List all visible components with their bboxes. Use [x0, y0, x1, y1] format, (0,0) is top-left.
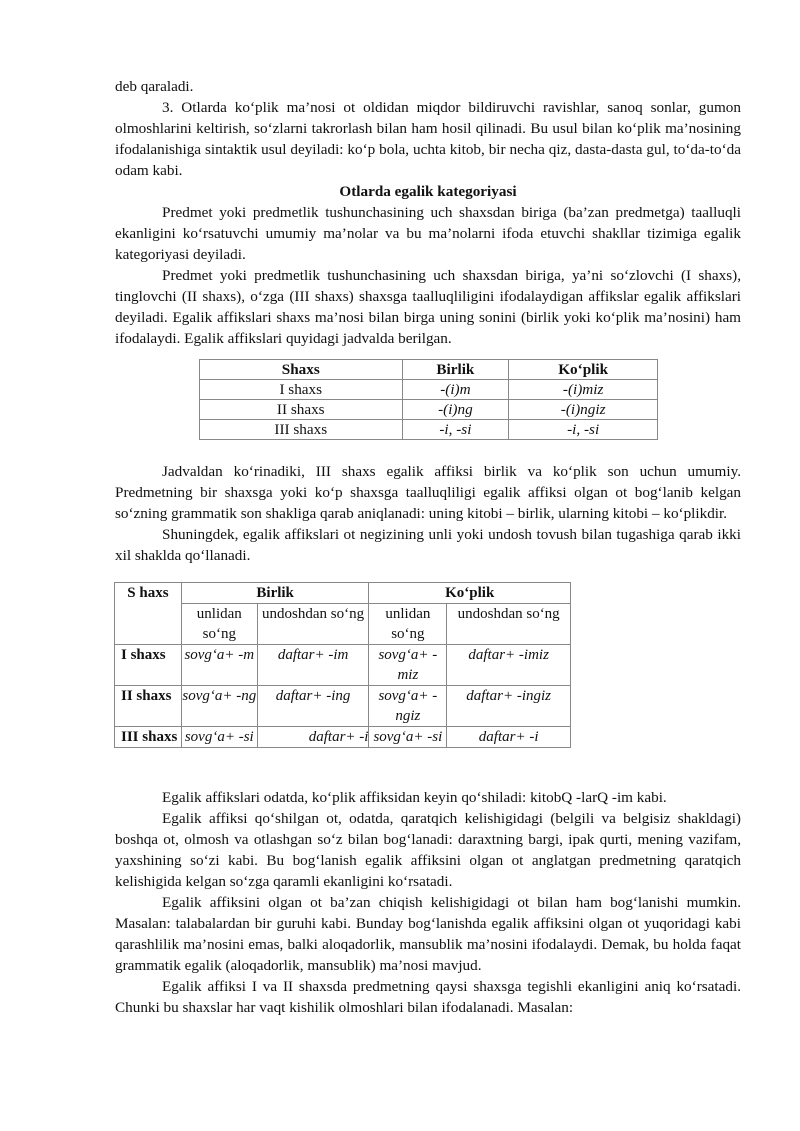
header-koplik: Ko‘plik [369, 583, 571, 604]
header-birlik: Birlik [402, 360, 509, 380]
header-shaxs: Shaxs [200, 360, 403, 380]
table-subheader-row [115, 604, 571, 645]
table-cell: sovg‘a+ -ngiz [369, 686, 447, 727]
subheader-cell: unlidan so‘ng [181, 604, 257, 645]
table-cell: -(i)miz [509, 380, 658, 400]
egalik-form-table [114, 582, 571, 748]
table-cell: sovg‘a+ -miz [369, 645, 447, 686]
table-row [115, 645, 571, 686]
text-block-top [115, 76, 741, 349]
table-cell: II shaxs [200, 400, 403, 420]
table-row [200, 420, 658, 440]
table-cell: -(i)m [402, 380, 509, 400]
paragraph-6: Egalik affikslari odatda, ko‘plik affiksidan keyin qo‘shiladi: kitobQ -larQ -im kabi. [162, 789, 667, 806]
table-cell: I shaxs [200, 380, 403, 400]
table-cell: -i, -si [509, 420, 658, 440]
table-cell: daftar+ -i [257, 727, 369, 748]
table-cell: sovg‘a+ -si [369, 727, 447, 748]
paragraph-2: Predmet yoki predmetlik tushunchasining uch shaxsdan biriga (ba’zan predmetga) taalluqli ekanligini ko‘rsatuvchi umumiy ma’nolar va bu ma’nolarni ifoda etuvchi shakllar tizimiga egalik kategoriyasi deyiladi. [115, 204, 741, 263]
header-shaxs: S haxs [115, 583, 182, 645]
paragraph-9: Egalik affiksi I va II shaxsda predmetning qaysi shaxsga tegishli ekanligini aniq ko‘rsatadi. Chunki bu shaxslar har vaqt kishilik olmoshlari bilan ifodalanadi. Masalan: [115, 978, 741, 1016]
table-cell: sovg‘a+ -m [181, 645, 257, 686]
table-row [115, 686, 571, 727]
section-heading: Otlarda egalik kategoriyasi [339, 183, 517, 200]
paragraph-5: Shuningdek, egalik affikslari ot negizining unli yoki undosh tovush bilan tugashiga qarab ikki xil shaklda qo‘llanadi. [115, 526, 741, 564]
table-cell: daftar+ -imiz [447, 645, 571, 686]
table-header-row [115, 583, 571, 604]
table-row [115, 727, 571, 748]
table-cell: daftar+ -i [447, 727, 571, 748]
egalik-affix-table [199, 359, 658, 440]
row-label: III shaxs [115, 727, 182, 748]
table-cell: -(i)ng [402, 400, 509, 420]
table-cell: -(i)ngiz [509, 400, 658, 420]
text-block-middle [115, 461, 741, 566]
table-cell: -i, -si [402, 420, 509, 440]
paragraph-4: Jadvaldan ko‘rinadiki, III shaxs egalik affiksi birlik va ko‘plik son uchun umumiy. Predmetning bir shaxsga yoki ko‘p shaxsga taalluqliligi egalik affiksi olgan ot bog‘lanib kelgan so‘zning grammatik son shakliga qarab aniqlanadi: uning kitobi – birlik, ularning kitobi – ko‘plikdir. [115, 463, 741, 522]
paragraph-8: Egalik affiksini olgan ot ba’zan chiqish kelishigidagi ot bilan ham bog‘lanishi mumkin. Masalan: talabalardan bir guruhi kabi. Bunday bog‘lanishda egalik affiksini olgan ot yuqoridagi kabi qarashlilik ma’nosini emas, balki aloqadorlik, mansublik ma’nosini ifodalaydi. Demak, bu holda faqat grammatik egalik (aloqadorlik, mansublik) ma’nosi mavjud. [115, 894, 741, 974]
table-cell: daftar+ -im [257, 645, 369, 686]
paragraph-3: Predmet yoki predmetlik tushunchasining uch shaxsdan biriga, ya’ni so‘zlovchi (I shaxs), tinglovchi (II shaxs), o‘zga (III shaxs) shaxsga taalluqliligini ifodalaydigan affikslar egalik affikslari deyiladi. Egalik affikslari shaxs ma’nosi bilan birga uning sonini (birlik yoki ko‘plik ma’nosini) ham ifodalaydi. Egalik affikslari quyidagi jadvalda berilgan. [115, 267, 741, 347]
subheader-cell: undoshdan so‘ng [257, 604, 369, 645]
table-cell: sovg‘a+ -ng [181, 686, 257, 727]
paragraph-0: deb qaraladi. [115, 78, 194, 95]
paragraph-1: 3. Otlarda ko‘plik ma’nosi ot oldidan miqdor bildiruvchi ravishlar, sanoq sonlar, gumon olmoshlarini keltirish, so‘zlarni takrorlash bilan ham hosil qilinadi. Bu usul bilan ko‘plik ma’nosining ifodalanishiga sintaktik usul deyiladi: ko‘p bola, uchta kitob, bir necha qiz, dasta-dasta gul, to‘da-to‘da odam kabi. [115, 99, 741, 179]
table-row [200, 400, 658, 420]
table-cell: III shaxs [200, 420, 403, 440]
text-block-bottom [115, 787, 741, 1018]
header-koplik: Ko‘plik [509, 360, 658, 380]
subheader-cell: unlidan so‘ng [369, 604, 447, 645]
row-label: II shaxs [115, 686, 182, 727]
table-cell: sovg‘a+ -si [181, 727, 257, 748]
table-header-row [200, 360, 658, 380]
subheader-cell: undoshdan so‘ng [447, 604, 571, 645]
header-birlik: Birlik [181, 583, 369, 604]
table-cell: daftar+ -ing [257, 686, 369, 727]
table-row [200, 380, 658, 400]
paragraph-7: Egalik affiksi qo‘shilgan ot, odatda, qaratqich kelishigidagi (belgili va belgisiz shakldagi) boshqa ot, olmosh va otlashgan so‘z bilan bog‘lanadi: daraxtning bargi, ipak qurti, mening vazifam, yaxshining so‘zi kabi. Bu bog‘lanish egalik affiksini olgan ot anglatgan predmetning qaratqich kelishigida kelgan so‘zga qaramli ekanligini ko‘rsatadi. [115, 810, 741, 890]
table-cell: daftar+ -ingiz [447, 686, 571, 727]
row-label: I shaxs [115, 645, 182, 686]
